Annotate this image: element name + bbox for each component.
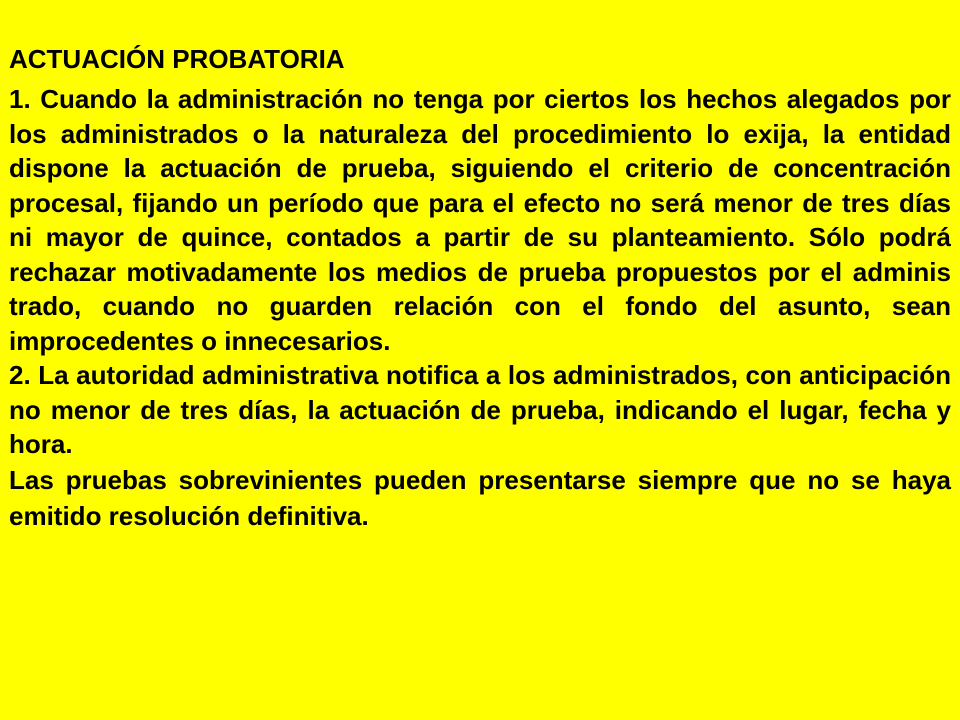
paragraph-3: Las pruebas sobrevinientes pueden presentarse siempre que no se haya emitido resolución definitiva. [9,464,951,531]
slide-title: ACTUACIÓN PROBATORIA [9,44,345,74]
paragraph-2: 2. La autoridad administrativa notifica a los administrados, con anticipación no menor de tres días, la actuación de prueba, indicando el lugar, fecha y hora. [9,360,951,459]
paragraph-1: 1. Cuando la administración no tenga por ciertos los hechos alegados por los administrados o la naturaleza del procedimiento lo exija, la entidad dispone la actuación de prueba, siguiendo el criterio de concentración procesal, fijando un período que para el efecto no será menor de tres días ni mayor de quince, contados a partir de su planteamiento. Sólo podrá rechazar motivadamente los medios de prueba propuestos por el adminis trado, cuando no guarden relación con el fondo del asunto, sean improcedentes o innecesarios. [9,84,951,356]
slide-content [9,40,951,534]
